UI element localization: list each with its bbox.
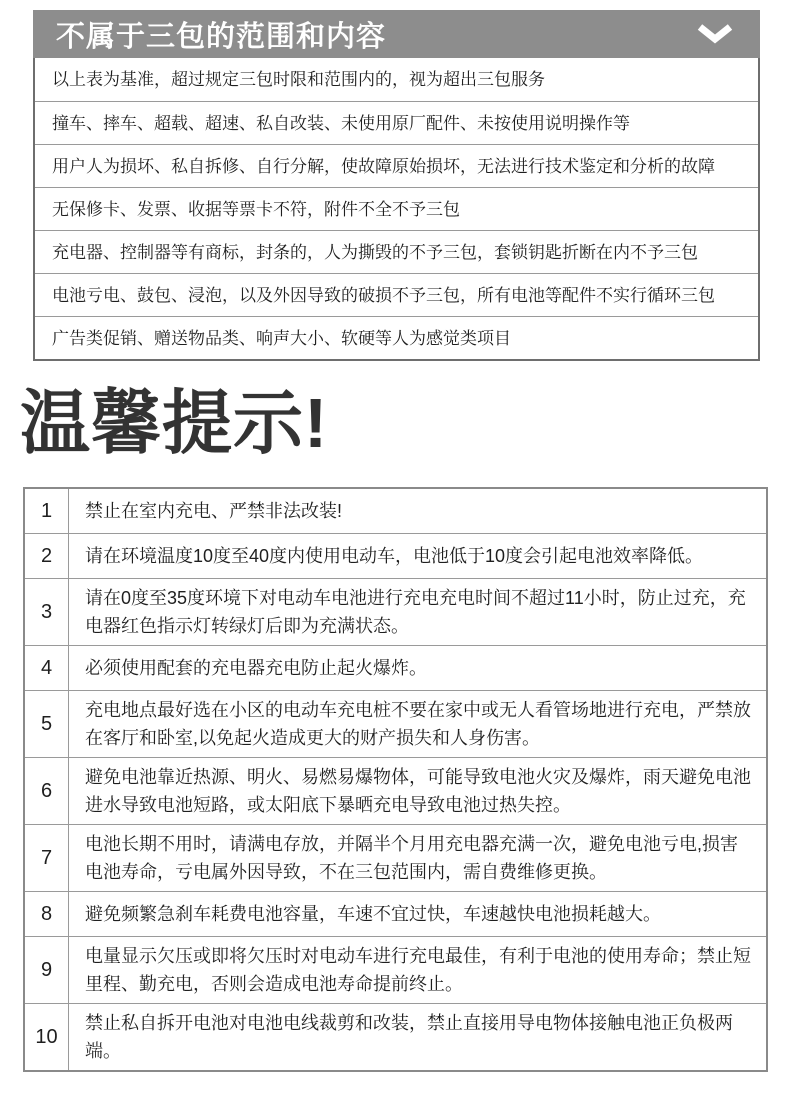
warranty-exclusion-row: 广告类促销、赠送物品类、响声大小、软硬等人为感觉类项目 bbox=[35, 316, 758, 359]
tip-row-text: 避免频繁急刹车耗费电池容量，车速不宜过快，车速越快电池损耗越大。 bbox=[85, 904, 661, 924]
warranty-section bbox=[33, 10, 760, 361]
tips-table-row bbox=[25, 690, 766, 757]
warranty-header[interactable] bbox=[33, 10, 760, 58]
warranty-exclusion-row: 电池亏电、鼓包、浸泡，以及外因导致的破损不予三包，所有电池等配件不实行循环三包 bbox=[35, 273, 758, 316]
tip-row-number: 7 bbox=[25, 825, 69, 891]
tip-row-text: 电池长期不用时，请满电存放，并隔半个月用充电器充满一次，避免电池亏电,损害电池寿命，亏电属外因导致，不在三包范围内，需自费维修更换。 bbox=[85, 834, 738, 882]
tips-table-row bbox=[25, 936, 766, 1003]
tip-row-text: 请在0度至35度环境下对电动车电池进行充电充电时间不超过11小时，防止过充，充电器红色指示灯转绿灯后即为充满状态。 bbox=[85, 588, 746, 636]
tips-table-row bbox=[25, 489, 766, 533]
tip-row-text: 禁止在室内充电、严禁非法改装! bbox=[85, 501, 342, 521]
tip-row-text: 必须使用配套的充电器充电防止起火爆炸。 bbox=[85, 658, 427, 678]
warranty-exclusion-row: 以上表为基准，超过规定三包时限和范围内的，视为超出三包服务 bbox=[52, 70, 545, 89]
warranty-exclusion-row: 无保修卡、发票、收据等票卡不符，附件不全不予三包 bbox=[35, 187, 758, 230]
tip-row-number: 8 bbox=[25, 892, 69, 936]
tips-heading: 温馨提示! bbox=[20, 384, 329, 462]
tips-table-row bbox=[25, 533, 766, 578]
tips-table-row bbox=[25, 1003, 766, 1070]
tip-row-text: 避免电池靠近热源、明火、易燃易爆物体，可能导致电池火灾及爆炸，雨天避免电池进水导致电池短路，或太阳底下暴晒充电导致电池过热失控。 bbox=[85, 767, 751, 815]
warranty-exclusion-row: 用户人为损坏、私自拆修、自行分解，使故障原始损坏，无法进行技术鉴定和分析的故障 bbox=[35, 144, 758, 187]
warranty-table bbox=[33, 58, 760, 361]
tip-row-number: 1 bbox=[25, 489, 69, 533]
tip-row-number: 5 bbox=[25, 691, 69, 757]
tips-table-row bbox=[25, 824, 766, 891]
chevron-down-icon[interactable] bbox=[696, 24, 734, 44]
tip-row-number: 3 bbox=[25, 579, 69, 645]
warranty-exclusion-row: 充电器、控制器等有商标，封条的，人为撕毁的不予三包，套锁钥匙折断在内不予三包 bbox=[35, 230, 758, 273]
tip-row-text: 禁止私自拆开电池对电池电线裁剪和改装，禁止直接用导电物体接触电池正负极两端。 bbox=[85, 1013, 733, 1061]
tip-row-number: 4 bbox=[25, 646, 69, 690]
tip-row-number: 6 bbox=[25, 758, 69, 824]
tips-table-row bbox=[25, 757, 766, 824]
tip-row-text: 充电地点最好选在小区的电动车充电桩不要在家中或无人看管场地进行充电，严禁放在客厅和卧室,以免起火造成更大的财产损失和人身伤害。 bbox=[85, 700, 751, 748]
tip-row-number: 9 bbox=[25, 937, 69, 1003]
tip-row-text: 电量显示欠压或即将欠压时对电动车进行充电最佳，有利于电池的使用寿命；禁止短里程、勤充电，否则会造成电池寿命提前终止。 bbox=[85, 946, 751, 994]
tips-table bbox=[23, 487, 768, 1072]
tip-row-text: 请在环境温度10度至40度内使用电动车，电池低于10度会引起电池效率降低。 bbox=[85, 546, 704, 566]
tips-table-row bbox=[25, 645, 766, 690]
tip-row-number: 2 bbox=[25, 534, 69, 578]
tips-table-row bbox=[25, 578, 766, 645]
tips-table-row bbox=[25, 891, 766, 936]
tip-row-number: 10 bbox=[25, 1004, 69, 1070]
warranty-header-title: 不属于三包的范围和内容 bbox=[56, 20, 387, 53]
warranty-exclusion-row: 撞车、摔车、超载、超速、私自改装、未使用原厂配件、未按使用说明操作等 bbox=[35, 101, 758, 144]
